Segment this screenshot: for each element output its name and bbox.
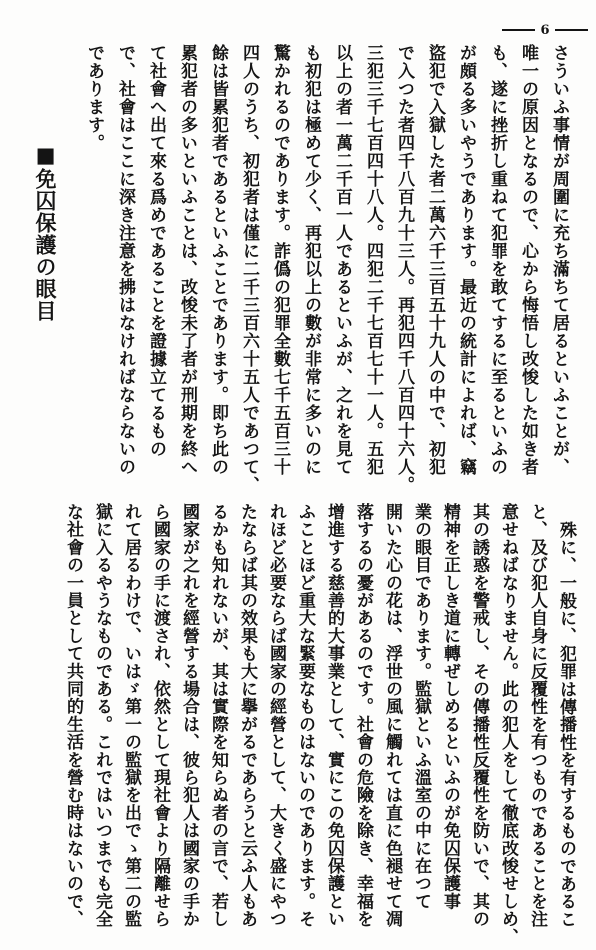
section-heading (32, 142, 58, 322)
text-column: と、及び犯人自身に反覆性を有つものであることを注 (527, 503, 547, 928)
text-column: 獄に入るやうなものである。これではいつまでも完全 (92, 503, 112, 928)
text-column: 業の眼目であります。監獄といふ溫室の中に在つて (411, 503, 431, 911)
text-column: も、遂に挫折し重ねて犯罪を敢てするに至るといふの (487, 44, 507, 476)
upper-text-block (78, 44, 574, 496)
text-column: 三犯三千七百四十八人。四犯二千七百七十一人。五犯 (363, 44, 383, 476)
text-column: 國家が之れを經營する場合は、彼ら犯人は國家の手か (179, 503, 199, 928)
text-column: さういふ事情が周圍に充ち滿ちて居るといふことが、 (549, 44, 569, 476)
text-column: 增進する慈善的大事業として、實にこの免囚保護とい (324, 503, 344, 928)
text-column: 殊に、一般に、犯罪は傳播性を有するものであるこ (556, 520, 576, 928)
text-column: 其の誘惑を警戒し、その傳播性反覆性を防いで、其の (469, 503, 489, 928)
text-column: 驚かれるのであります。詐僞の犯罪全數七千五百三十 (270, 44, 290, 476)
text-column: 精神を正しき道に轉ぜしめるといふのが免囚保護事 (440, 503, 460, 911)
text-column: な社會の一員として共同的生活を營む時はないので、 (63, 503, 83, 928)
page-number-dash (555, 29, 588, 31)
text-column: 累犯者の多いといふことは、改悛未了者が刑期を終へ (177, 44, 197, 476)
text-column: ら國家の手に渡され、依然として現社會より隔離せら (150, 503, 170, 928)
text-column: 四人のうち、初犯者は僅に二千三百六十五人であつて、 (239, 44, 259, 494)
text-column: れて居るわけで、いはゞ第一の監獄を出でゝ第二の監 (121, 503, 141, 928)
text-column: ふことほど重大な緊要なものはないのであります。そ (295, 503, 315, 928)
heading-text: 免囚保護の眼目 (33, 168, 58, 322)
page-number-dash (502, 29, 535, 31)
text-column: れほど必要ならば國家の經營として、大きく盛にやつ (266, 503, 286, 928)
text-column: るかも知れないが、其は實際を知らぬ者の言で、若し (208, 503, 228, 928)
text-column: 餘は皆累犯者であるといふことであります。即ち此の (208, 44, 228, 476)
text-column: たならば其の效果も大に擧がるであらうと云ふ人もあ (237, 503, 257, 928)
text-column: 盜犯で入獄した者二萬六千三百五十九人の中で、初犯 (425, 44, 445, 476)
text-column: 唯一の原因となるので、心から悔悟し改悛した如き者 (518, 44, 538, 476)
lower-text-block (58, 503, 580, 947)
text-column: て社會へ出て來る爲めであることを證據立てるもの (146, 44, 166, 458)
text-column: で、社會はここに深き注意を拂はなければならないの (115, 44, 135, 476)
text-column: 開いた心の花は、浮世の風に觸れては直に色褪せて凋 (382, 503, 402, 928)
text-column: 意せねばなりません。此の犯人をして徹底改悛せしめ、 (498, 503, 518, 946)
heading-marker: ■ (33, 142, 58, 168)
page-number (502, 22, 588, 38)
text-column: 落するの憂があるのです。社會の危險を除き、幸福を (353, 503, 373, 928)
text-column: も初犯は極めて少く、再犯以上の數が非常に多いのに (301, 44, 321, 476)
text-column: が頗る多いやうであります。最近の統計によれば、竊 (456, 44, 476, 476)
text-column: で入つた者四千八百九十三人。再犯四千八百四十六人。 (394, 44, 414, 494)
page-number-value: 6 (540, 22, 550, 38)
text-column: であります。 (84, 44, 104, 152)
text-column: 以上の者一萬二千百一人であるといふが、之れを見て (332, 44, 352, 476)
